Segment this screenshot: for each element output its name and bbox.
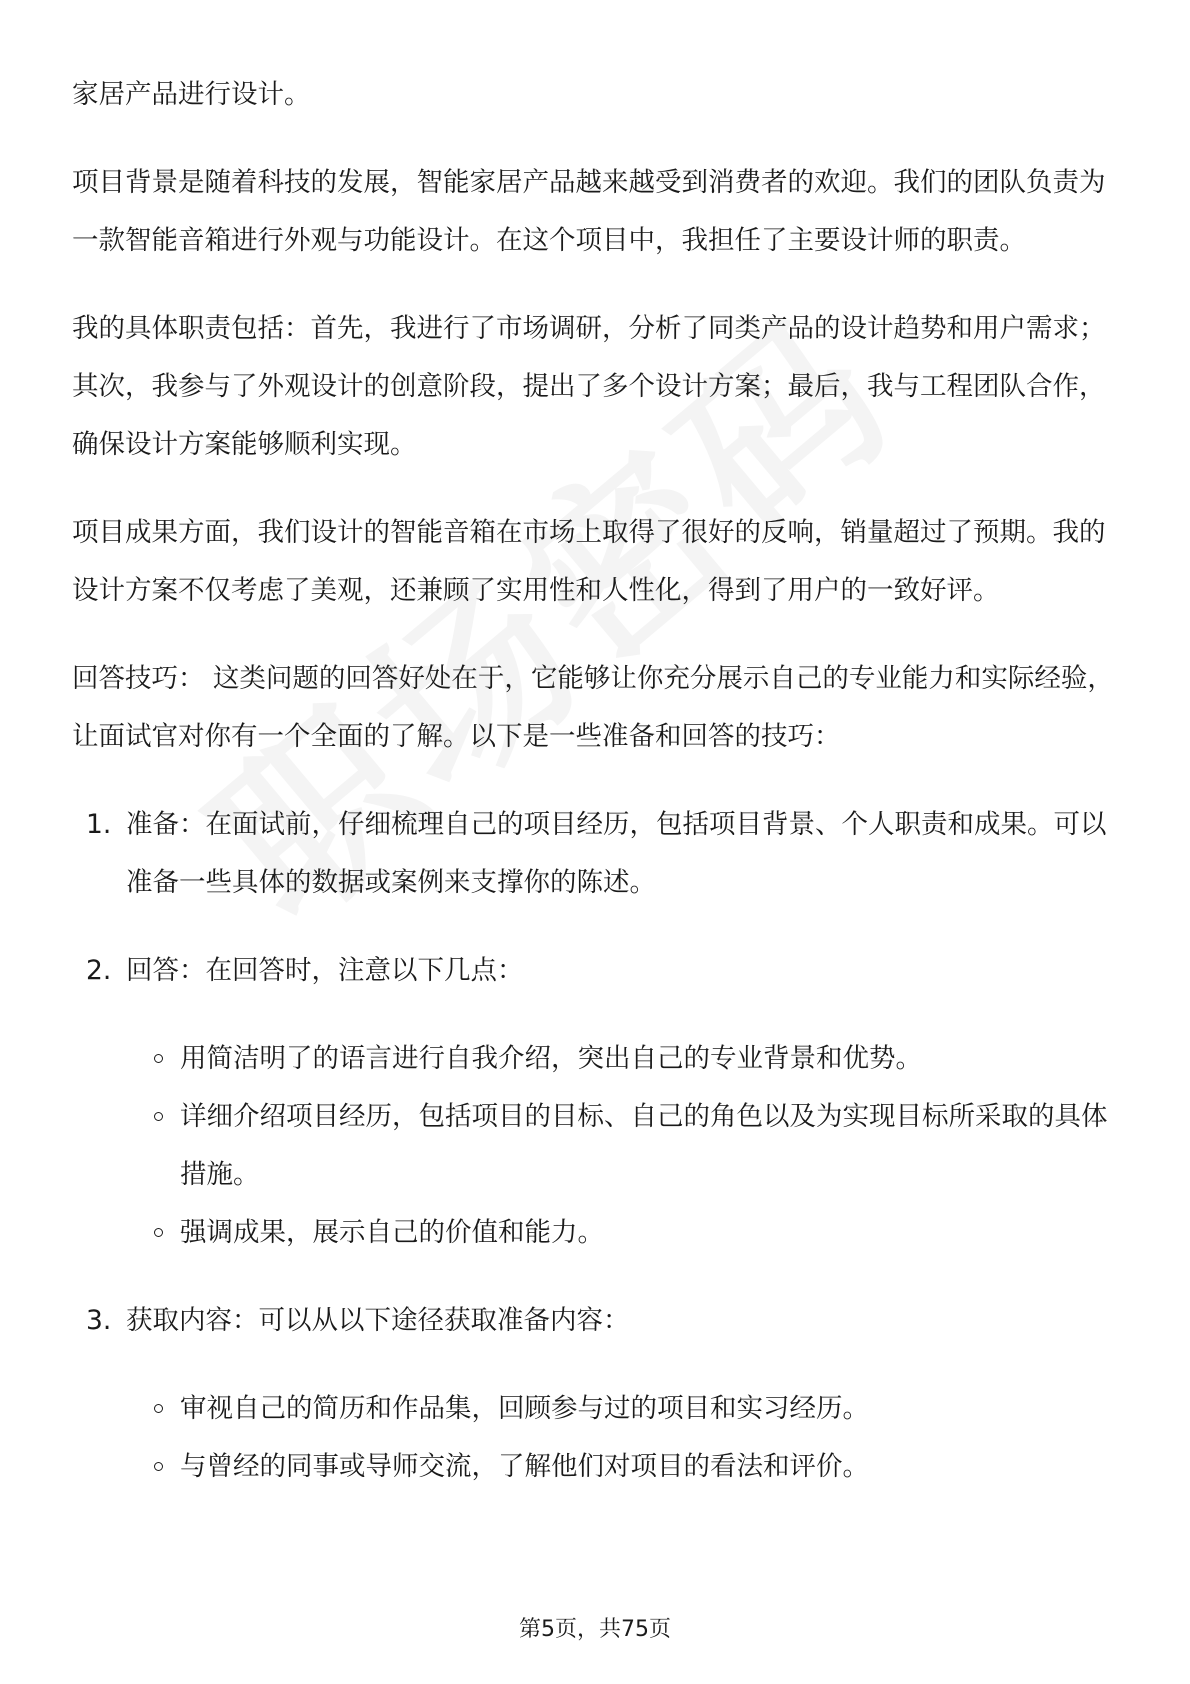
- list-number: 1.: [86, 809, 112, 840]
- numbered-list: [72, 796, 1122, 1496]
- bullet-circle-icon: [154, 1054, 163, 1063]
- bullet-circle-icon: [154, 1462, 163, 1471]
- paragraph: 项目背景是随着科技的发展，智能家居产品越来越受到消费者的欢迎。我们的团队负责为一款智能音箱进行外观与功能设计。在这个项目中，我担任了主要设计师的职责。: [72, 167, 1106, 256]
- bullet-text: 审视自己的简历和作品集，回顾参与过的项目和实习经历。: [180, 1393, 869, 1424]
- bullet-text: 用简洁明了的语言进行自我介绍，突出自己的专业背景和优势。: [180, 1043, 922, 1074]
- bullet-circle-icon: [154, 1228, 163, 1237]
- list-item: [72, 942, 1122, 1262]
- bullet-item: [126, 1204, 1122, 1262]
- paragraph: 我的具体职责包括：首先，我进行了市场调研，分析了同类产品的设计趋势和用户需求；其次，我参与了外观设计的创意阶段，提出了多个设计方案；最后，我与工程团队合作，确保设计方案能够顺利实现。: [72, 313, 1106, 460]
- bullet-item: [126, 1030, 1122, 1088]
- bullet-text: 与曾经的同事或导师交流，了解他们对项目的看法和评价。: [180, 1451, 869, 1482]
- list-item-text: 获取内容：可以从以下途径获取准备内容：: [126, 1305, 630, 1336]
- list-item-text: 回答：在回答时，注意以下几点：: [126, 955, 524, 986]
- bullet-text: 详细介绍项目经历，包括项目的目标、自己的角色以及为实现目标所采取的具体措施。: [180, 1101, 1108, 1190]
- paragraph: 家居产品进行设计。: [72, 79, 311, 110]
- list-item-text: 准备：在面试前，仔细梳理自己的项目经历，包括项目背景、个人职责和成果。可以准备一些具体的数据或案例来支撑你的陈述。: [126, 809, 1107, 898]
- bullet-list: [126, 1030, 1122, 1262]
- bullet-item: [126, 1438, 1122, 1496]
- paragraph: 项目成果方面，我们设计的智能音箱在市场上取得了很好的反响，销量超过了预期。我的设计方案不仅考虑了美观，还兼顾了实用性和人性化，得到了用户的一致好评。: [72, 517, 1106, 606]
- page-number: 第5页，共75页: [519, 1617, 671, 1642]
- list-number: 2.: [86, 955, 112, 986]
- paragraph: 回答技巧： 这类问题的回答好处在于，它能够让你充分展示自己的专业能力和实际经验，让面试官对你有一个全面的了解。以下是一些准备和回答的技巧：: [72, 663, 1114, 752]
- bullet-list: [126, 1380, 1122, 1496]
- list-item: [72, 796, 1122, 912]
- bullet-item: [126, 1088, 1122, 1204]
- bullet-circle-icon: [154, 1112, 163, 1121]
- bullet-text: 强调成果，展示自己的价值和能力。: [180, 1217, 604, 1248]
- bullet-item: [126, 1380, 1122, 1438]
- list-number: 3.: [86, 1305, 112, 1336]
- list-item: [72, 1292, 1122, 1496]
- bullet-circle-icon: [154, 1404, 163, 1413]
- document-body: [72, 66, 1122, 1526]
